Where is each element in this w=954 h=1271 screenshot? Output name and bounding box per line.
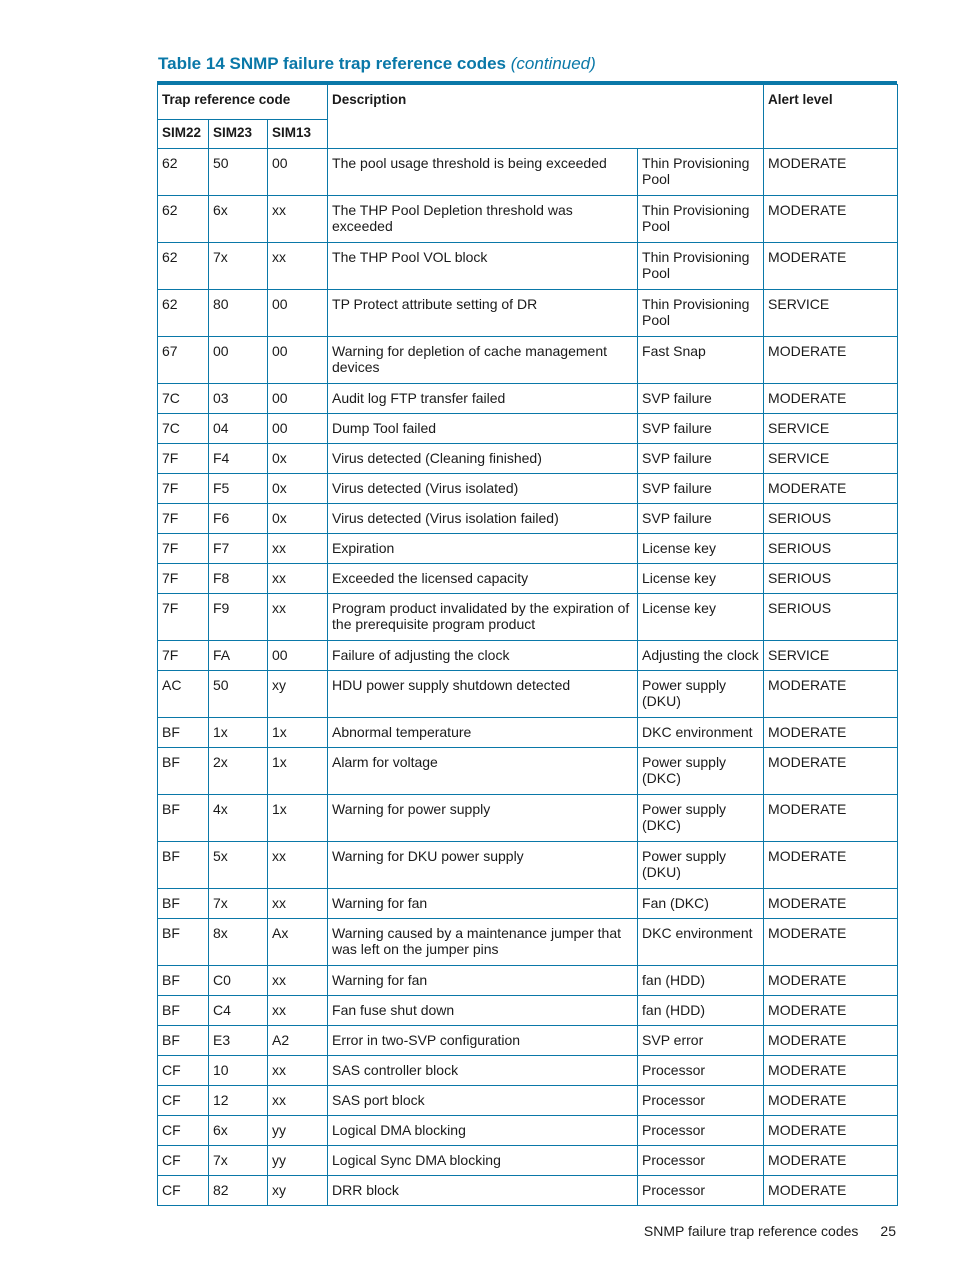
- cell-alert-level: MODERATE: [764, 1115, 898, 1145]
- table-row: [158, 563, 898, 593]
- cell-description: Logical DMA blocking: [328, 1115, 638, 1145]
- cell-sim13: xx: [268, 995, 328, 1025]
- cell-description: Abnormal temperature: [328, 717, 638, 747]
- table-row: [158, 841, 898, 888]
- cell-alert-level: MODERATE: [764, 383, 898, 413]
- cell-category: License key: [638, 593, 764, 640]
- cell-sim23: 82: [209, 1175, 268, 1205]
- cell-alert-level: MODERATE: [764, 148, 898, 195]
- cell-sim22: BF: [158, 717, 209, 747]
- table-row: [158, 1025, 898, 1055]
- cell-sim22: 7F: [158, 473, 209, 503]
- cell-alert-level: MODERATE: [764, 1085, 898, 1115]
- cell-description: Warning for fan: [328, 965, 638, 995]
- trap-codes-table: [157, 84, 898, 1206]
- cell-sim13: xx: [268, 841, 328, 888]
- cell-alert-level: MODERATE: [764, 717, 898, 747]
- cell-sim13: A2: [268, 1025, 328, 1055]
- cell-sim13: xx: [268, 195, 328, 242]
- table-row: [158, 670, 898, 717]
- cell-sim13: Ax: [268, 918, 328, 965]
- cell-sim22: CF: [158, 1115, 209, 1145]
- cell-alert-level: MODERATE: [764, 242, 898, 289]
- cell-category: Power supply (DKU): [638, 841, 764, 888]
- cell-category: Processor: [638, 1145, 764, 1175]
- cell-description: SAS port block: [328, 1085, 638, 1115]
- table-row: [158, 918, 898, 965]
- cell-sim13: xx: [268, 965, 328, 995]
- table-row: [158, 965, 898, 995]
- cell-sim13: 00: [268, 148, 328, 195]
- cell-description: Program product invalidated by the expiration of the prerequisite program product: [328, 593, 638, 640]
- cell-sim13: 00: [268, 413, 328, 443]
- cell-category: Power supply (DKC): [638, 794, 764, 841]
- table-row: [158, 888, 898, 918]
- cell-sim22: 62: [158, 148, 209, 195]
- header-sim23: SIM23: [209, 120, 268, 149]
- cell-sim23: 12: [209, 1085, 268, 1115]
- table-row: [158, 289, 898, 336]
- table-row: [158, 533, 898, 563]
- table-row: [158, 995, 898, 1025]
- cell-category: Fast Snap: [638, 336, 764, 383]
- cell-sim23: 6x: [209, 1115, 268, 1145]
- cell-sim22: 7F: [158, 593, 209, 640]
- header-row-1: [158, 85, 898, 120]
- cell-alert-level: SERVICE: [764, 289, 898, 336]
- table-row: [158, 503, 898, 533]
- cell-description: Warning caused by a maintenance jumper that was left on the jumper pins: [328, 918, 638, 965]
- cell-sim23: FA: [209, 640, 268, 670]
- cell-description: Expiration: [328, 533, 638, 563]
- cell-alert-level: MODERATE: [764, 473, 898, 503]
- cell-alert-level: SERIOUS: [764, 593, 898, 640]
- cell-sim13: 1x: [268, 794, 328, 841]
- cell-sim22: AC: [158, 670, 209, 717]
- footer-section-title: SNMP failure trap reference codes: [643, 1223, 859, 1239]
- cell-sim23: F8: [209, 563, 268, 593]
- cell-sim23: 50: [209, 148, 268, 195]
- cell-category: Processor: [638, 1055, 764, 1085]
- cell-sim13: xx: [268, 1085, 328, 1115]
- table-row: [158, 413, 898, 443]
- cell-alert-level: MODERATE: [764, 1145, 898, 1175]
- table-row: [158, 148, 898, 195]
- header-alert-level: Alert level: [764, 85, 898, 149]
- cell-description: DRR block: [328, 1175, 638, 1205]
- cell-category: Thin Provisioning Pool: [638, 195, 764, 242]
- cell-description: Alarm for voltage: [328, 747, 638, 794]
- cell-description: Dump Tool failed: [328, 413, 638, 443]
- cell-sim22: BF: [158, 794, 209, 841]
- cell-category: SVP failure: [638, 443, 764, 473]
- cell-sim22: 62: [158, 195, 209, 242]
- cell-sim22: CF: [158, 1085, 209, 1115]
- cell-sim23: 10: [209, 1055, 268, 1085]
- cell-sim22: 7C: [158, 413, 209, 443]
- cell-category: DKC environment: [638, 918, 764, 965]
- cell-sim23: C4: [209, 995, 268, 1025]
- cell-sim13: xx: [268, 563, 328, 593]
- cell-category: SVP failure: [638, 413, 764, 443]
- cell-category: Processor: [638, 1115, 764, 1145]
- cell-sim22: BF: [158, 1025, 209, 1055]
- table-row: [158, 336, 898, 383]
- cell-category: Power supply (DKU): [638, 670, 764, 717]
- cell-sim13: xx: [268, 533, 328, 563]
- cell-description: The pool usage threshold is being exceeded: [328, 148, 638, 195]
- cell-sim23: 50: [209, 670, 268, 717]
- cell-category: SVP failure: [638, 503, 764, 533]
- cell-description: TP Protect attribute setting of DR: [328, 289, 638, 336]
- cell-sim13: 00: [268, 640, 328, 670]
- cell-sim22: 67: [158, 336, 209, 383]
- cell-sim22: BF: [158, 841, 209, 888]
- cell-alert-level: MODERATE: [764, 888, 898, 918]
- cell-sim23: F6: [209, 503, 268, 533]
- cell-sim22: 7C: [158, 383, 209, 413]
- cell-category: Thin Provisioning Pool: [638, 148, 764, 195]
- table-caption: [158, 54, 596, 74]
- cell-description: Exceeded the licensed capacity: [328, 563, 638, 593]
- cell-alert-level: SERVICE: [764, 413, 898, 443]
- table-row: [158, 1175, 898, 1205]
- cell-sim23: 5x: [209, 841, 268, 888]
- cell-sim23: 2x: [209, 747, 268, 794]
- page-number: 25: [880, 1223, 896, 1239]
- cell-description: Virus detected (Cleaning finished): [328, 443, 638, 473]
- cell-alert-level: MODERATE: [764, 336, 898, 383]
- table-row: [158, 473, 898, 503]
- cell-sim23: 1x: [209, 717, 268, 747]
- cell-alert-level: MODERATE: [764, 918, 898, 965]
- cell-alert-level: SERIOUS: [764, 503, 898, 533]
- cell-sim23: 7x: [209, 1145, 268, 1175]
- table-row: [158, 794, 898, 841]
- cell-sim22: CF: [158, 1145, 209, 1175]
- cell-sim22: BF: [158, 995, 209, 1025]
- cell-sim23: F5: [209, 473, 268, 503]
- cell-sim22: BF: [158, 965, 209, 995]
- cell-sim23: E3: [209, 1025, 268, 1055]
- cell-sim13: yy: [268, 1115, 328, 1145]
- cell-category: fan (HDD): [638, 995, 764, 1025]
- cell-sim13: 1x: [268, 747, 328, 794]
- cell-sim22: CF: [158, 1175, 209, 1205]
- cell-description: Virus detected (Virus isolation failed): [328, 503, 638, 533]
- cell-sim23: 8x: [209, 918, 268, 965]
- cell-category: Fan (DKC): [638, 888, 764, 918]
- cell-category: License key: [638, 563, 764, 593]
- table-caption-continued: (continued): [510, 54, 596, 73]
- cell-alert-level: SERIOUS: [764, 533, 898, 563]
- cell-alert-level: SERVICE: [764, 640, 898, 670]
- cell-description: Warning for DKU power supply: [328, 841, 638, 888]
- cell-sim22: 7F: [158, 503, 209, 533]
- table-row: [158, 383, 898, 413]
- header-sim22: SIM22: [158, 120, 209, 149]
- cell-alert-level: MODERATE: [764, 794, 898, 841]
- table-body: [158, 148, 898, 1205]
- table-row: [158, 640, 898, 670]
- cell-sim23: F7: [209, 533, 268, 563]
- cell-sim23: 03: [209, 383, 268, 413]
- cell-sim13: yy: [268, 1145, 328, 1175]
- cell-description: SAS controller block: [328, 1055, 638, 1085]
- cell-description: Logical Sync DMA blocking: [328, 1145, 638, 1175]
- cell-alert-level: MODERATE: [764, 995, 898, 1025]
- cell-sim23: 6x: [209, 195, 268, 242]
- cell-sim23: F4: [209, 443, 268, 473]
- table-row: [158, 747, 898, 794]
- cell-description: Fan fuse shut down: [328, 995, 638, 1025]
- cell-sim13: 00: [268, 336, 328, 383]
- cell-alert-level: SERIOUS: [764, 563, 898, 593]
- cell-description: Audit log FTP transfer failed: [328, 383, 638, 413]
- cell-description: Virus detected (Virus isolated): [328, 473, 638, 503]
- cell-sim22: BF: [158, 747, 209, 794]
- cell-sim13: xx: [268, 888, 328, 918]
- cell-category: Processor: [638, 1175, 764, 1205]
- cell-alert-level: MODERATE: [764, 1055, 898, 1085]
- cell-category: Power supply (DKC): [638, 747, 764, 794]
- page-footer: [644, 1223, 896, 1239]
- table-container: [157, 81, 897, 1206]
- cell-category: License key: [638, 533, 764, 563]
- cell-category: Thin Provisioning Pool: [638, 242, 764, 289]
- cell-alert-level: MODERATE: [764, 195, 898, 242]
- cell-sim22: BF: [158, 888, 209, 918]
- cell-sim13: xx: [268, 593, 328, 640]
- cell-sim13: 00: [268, 289, 328, 336]
- cell-sim13: 1x: [268, 717, 328, 747]
- cell-description: Warning for depletion of cache management devices: [328, 336, 638, 383]
- cell-description: HDU power supply shutdown detected: [328, 670, 638, 717]
- cell-category: Adjusting the clock: [638, 640, 764, 670]
- cell-description: Error in two-SVP configuration: [328, 1025, 638, 1055]
- cell-sim13: xy: [268, 670, 328, 717]
- table-row: [158, 443, 898, 473]
- cell-sim13: 00: [268, 383, 328, 413]
- cell-sim23: 80: [209, 289, 268, 336]
- cell-sim13: xx: [268, 242, 328, 289]
- table-caption-main: Table 14 SNMP failure trap reference codes: [158, 54, 507, 73]
- cell-description: Warning for fan: [328, 888, 638, 918]
- cell-sim13: 0x: [268, 473, 328, 503]
- cell-sim23: F9: [209, 593, 268, 640]
- cell-sim13: xy: [268, 1175, 328, 1205]
- cell-alert-level: MODERATE: [764, 670, 898, 717]
- cell-category: Thin Provisioning Pool: [638, 289, 764, 336]
- cell-category: fan (HDD): [638, 965, 764, 995]
- cell-sim13: 0x: [268, 443, 328, 473]
- table-row: [158, 242, 898, 289]
- cell-sim22: 62: [158, 242, 209, 289]
- cell-sim23: 04: [209, 413, 268, 443]
- cell-category: DKC environment: [638, 717, 764, 747]
- cell-category: SVP failure: [638, 383, 764, 413]
- cell-sim23: 7x: [209, 888, 268, 918]
- cell-alert-level: MODERATE: [764, 1025, 898, 1055]
- cell-sim22: 62: [158, 289, 209, 336]
- header-sim13: SIM13: [268, 120, 328, 149]
- cell-description: The THP Pool Depletion threshold was exceeded: [328, 195, 638, 242]
- cell-sim23: C0: [209, 965, 268, 995]
- table-row: [158, 593, 898, 640]
- cell-sim13: 0x: [268, 503, 328, 533]
- cell-sim13: xx: [268, 1055, 328, 1085]
- cell-alert-level: MODERATE: [764, 841, 898, 888]
- cell-category: SVP error: [638, 1025, 764, 1055]
- cell-sim22: 7F: [158, 533, 209, 563]
- table-row: [158, 1145, 898, 1175]
- cell-category: Processor: [638, 1085, 764, 1115]
- cell-category: SVP failure: [638, 473, 764, 503]
- table-row: [158, 195, 898, 242]
- cell-sim22: CF: [158, 1055, 209, 1085]
- cell-alert-level: MODERATE: [764, 1175, 898, 1205]
- table-row: [158, 717, 898, 747]
- cell-description: Warning for power supply: [328, 794, 638, 841]
- cell-alert-level: MODERATE: [764, 747, 898, 794]
- cell-sim22: BF: [158, 918, 209, 965]
- cell-description: The THP Pool VOL block: [328, 242, 638, 289]
- header-description: Description: [328, 85, 764, 149]
- cell-alert-level: MODERATE: [764, 965, 898, 995]
- cell-sim22: 7F: [158, 640, 209, 670]
- cell-sim23: 4x: [209, 794, 268, 841]
- cell-description: Failure of adjusting the clock: [328, 640, 638, 670]
- cell-sim23: 00: [209, 336, 268, 383]
- table-row: [158, 1115, 898, 1145]
- cell-sim23: 7x: [209, 242, 268, 289]
- table-row: [158, 1055, 898, 1085]
- cell-alert-level: SERVICE: [764, 443, 898, 473]
- table-row: [158, 1085, 898, 1115]
- cell-sim22: 7F: [158, 443, 209, 473]
- header-trap-reference-code: Trap reference code: [158, 85, 328, 120]
- cell-sim22: 7F: [158, 563, 209, 593]
